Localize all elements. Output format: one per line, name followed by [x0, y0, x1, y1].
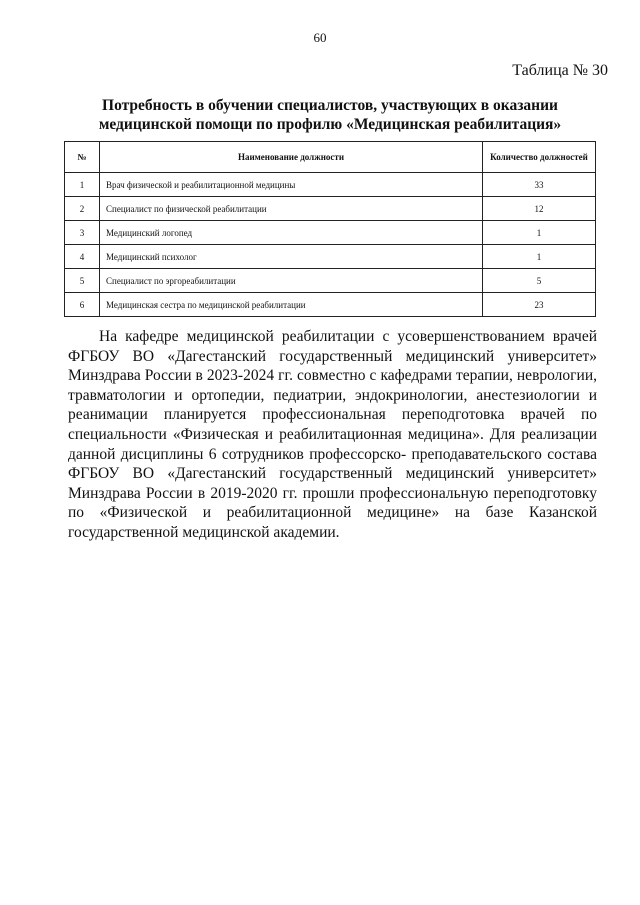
row-number: 5 — [65, 269, 100, 293]
row-position-count: 1 — [483, 245, 596, 269]
table-row — [65, 173, 596, 197]
row-position-count: 1 — [483, 221, 596, 245]
header-number: № — [65, 142, 100, 173]
row-position-count: 12 — [483, 197, 596, 221]
row-position-count: 23 — [483, 293, 596, 317]
row-position-name: Специалист по эргореабилитации — [100, 269, 483, 293]
row-position-name: Медицинская сестра по медицинской реабилитации — [100, 293, 483, 317]
row-number: 4 — [65, 245, 100, 269]
table-header-row — [65, 142, 596, 173]
body-paragraph: На кафедре медицинской реабилитации с усовершенствованием врачей ФГБОУ ВО «Дагестанский государственный медицинский университет» Минздрава России в 2023-2024 гг. совместно с кафедрами терапии, неврологии, травматологии и ортопедии, педиатрии, эндокринологии, анестезиологии и реанимации планируется профессиональная переподготовка врачей по специальности «Физическая и реабилитационная медицина». Для реализации данной дисциплины 6 сотрудников профессорско- преподавательского состава ФГБОУ ВО «Дагестанский государственный медицинский университет» Минздрава России в 2019-2020 гг. прошли профессиональную переподготовку по «Физической и реабилитационной медицине» на базе Казанской государственной медицинской академии. — [68, 328, 597, 541]
table-row — [65, 197, 596, 221]
header-position-name: Наименование должности — [100, 142, 483, 173]
row-number: 3 — [65, 221, 100, 245]
row-position-name: Специалист по физической реабилитации — [100, 197, 483, 221]
row-position-count: 33 — [483, 173, 596, 197]
row-position-count: 5 — [483, 269, 596, 293]
row-position-name: Врач физической и реабилитационной медицины — [100, 173, 483, 197]
table-row — [65, 221, 596, 245]
table-row — [65, 245, 596, 269]
row-number: 6 — [65, 293, 100, 317]
row-number: 1 — [65, 173, 100, 197]
document-title: Потребность в обучении специалистов, участвующих в оказании медицинской помощи по профилю «Медицинская реабилитация» — [98, 97, 562, 133]
row-number: 2 — [65, 197, 100, 221]
table-label: Таблица № 30 — [512, 62, 608, 79]
row-position-name: Медицинский логопед — [100, 221, 483, 245]
staff-table — [64, 141, 596, 317]
header-position-count: Количество должностей — [483, 142, 596, 173]
table-row — [65, 269, 596, 293]
table-row — [65, 293, 596, 317]
row-position-name: Медицинский психолог — [100, 245, 483, 269]
page-number: 60 — [313, 30, 327, 45]
